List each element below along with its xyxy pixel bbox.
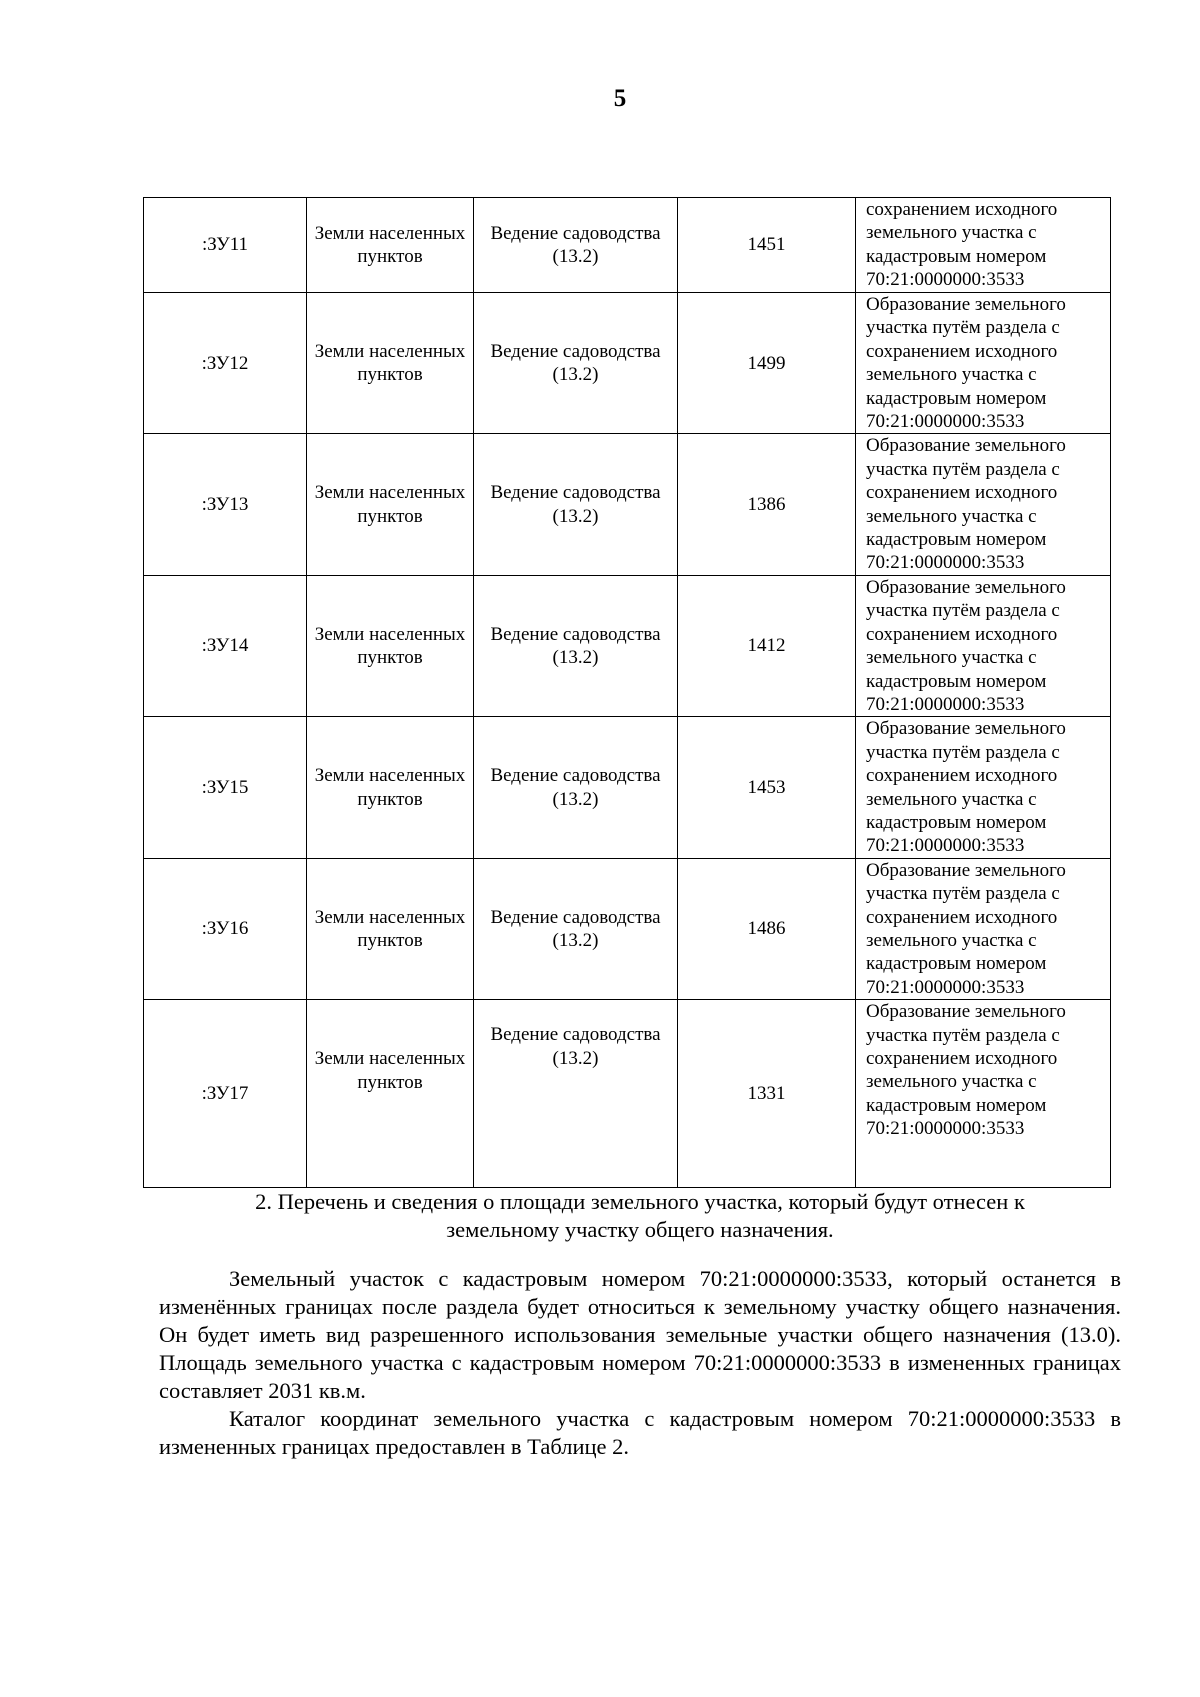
page-number: 5 xyxy=(613,85,627,112)
area-cell: 1453 xyxy=(678,717,856,858)
table-row xyxy=(144,293,1111,434)
area-cell: 1499 xyxy=(678,293,856,434)
plot-id-cell: :ЗУ17 xyxy=(144,1000,307,1188)
area-cell: 1486 xyxy=(678,858,856,999)
area-cell: 1331 xyxy=(678,1000,856,1188)
formation-description-cell: Образование земельного участка путём раздела с сохранением исходного земельного участка с кадастровым номером 70:21:0000000:3533 xyxy=(856,858,1111,999)
table-row xyxy=(144,717,1111,858)
land-category-cell: Земли населенных пунктов xyxy=(307,575,474,716)
permitted-use-cell: Ведение садоводства (13.2) xyxy=(474,293,678,434)
land-plots-table xyxy=(143,197,1111,1188)
table-row xyxy=(144,575,1111,716)
body-paragraph: Земельный участок с кадастровым номером 70:21:0000000:3533, который останется в изменённых границах после раздела будет относиться к земельному участку общего назначения. Он будет иметь вид разрешенного использования земельные участки общего назначения (13.0). Площадь земельного участка с кадастровым номером 70:21:0000000:3533 в измененных границах составляет 2031 кв.м. xyxy=(159,1266,1121,1403)
area-cell: 1412 xyxy=(678,575,856,716)
table-row xyxy=(144,1000,1111,1188)
table-row xyxy=(144,858,1111,999)
area-cell: 1451 xyxy=(678,198,856,293)
permitted-use-cell: Ведение садоводства (13.2) xyxy=(474,434,678,575)
formation-description-cell: Образование земельного участка путём раздела с сохранением исходного земельного участка с кадастровым номером 70:21:0000000:3533 xyxy=(856,293,1111,434)
area-cell: 1386 xyxy=(678,434,856,575)
formation-description-cell: Образование земельного участка путём раздела с сохранением исходного земельного участка с кадастровым номером 70:21:0000000:3533 xyxy=(856,717,1111,858)
formation-description-cell: Образование земельного участка путём раздела с сохранением исходного земельного участка с кадастровым номером 70:21:0000000:3533 xyxy=(856,1000,1111,1188)
table-row xyxy=(144,434,1111,575)
land-category-cell: Земли населенных пунктов xyxy=(307,717,474,858)
plot-id-cell: :ЗУ12 xyxy=(144,293,307,434)
permitted-use-cell: Ведение садоводства (13.2) xyxy=(474,1000,678,1188)
plot-id-cell: :ЗУ14 xyxy=(144,575,307,716)
land-category-cell: Земли населенных пунктов xyxy=(307,858,474,999)
formation-description-cell: Образование земельного участка путём раздела с сохранением исходного земельного участка с кадастровым номером 70:21:0000000:3533 xyxy=(856,434,1111,575)
formation-description-cell: сохранением исходного земельного участка с кадастровым номером 70:21:0000000:3533 xyxy=(856,198,1111,293)
permitted-use-cell: Ведение садоводства (13.2) xyxy=(474,858,678,999)
permitted-use-cell: Ведение садоводства (13.2) xyxy=(474,575,678,716)
permitted-use-cell: Ведение садоводства (13.2) xyxy=(474,717,678,858)
plot-id-cell: :ЗУ11 xyxy=(144,198,307,293)
land-category-cell: Земли населенных пунктов xyxy=(307,198,474,293)
table-row xyxy=(144,198,1111,293)
section-heading: 2. Перечень и сведения о площади земельного участка, который будут отнесен к земельному участку общего назначения. xyxy=(255,1189,1025,1242)
plot-id-cell: :ЗУ13 xyxy=(144,434,307,575)
formation-description-cell: Образование земельного участка путём раздела с сохранением исходного земельного участка с кадастровым номером 70:21:0000000:3533 xyxy=(856,575,1111,716)
land-category-cell: Земли населенных пунктов xyxy=(307,293,474,434)
land-category-cell: Земли населенных пунктов xyxy=(307,434,474,575)
land-category-cell: Земли населенных пунктов xyxy=(307,1000,474,1188)
body-paragraph: Каталог координат земельного участка с кадастровым номером 70:21:0000000:3533 в измененных границах предоставлен в Таблице 2. xyxy=(159,1406,1121,1459)
plot-id-cell: :ЗУ15 xyxy=(144,717,307,858)
permitted-use-cell: Ведение садоводства (13.2) xyxy=(474,198,678,293)
plot-id-cell: :ЗУ16 xyxy=(144,858,307,999)
